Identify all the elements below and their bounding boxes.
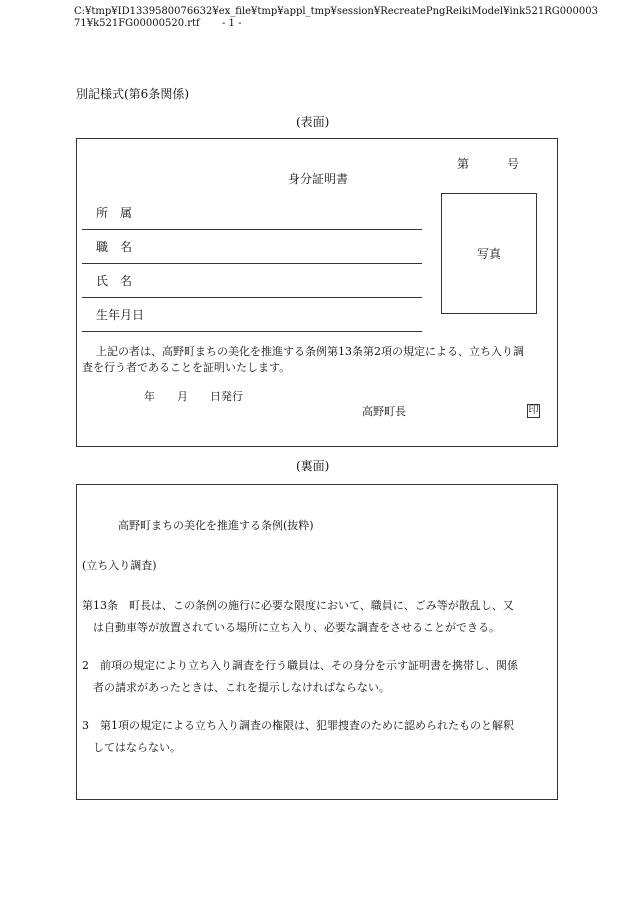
statement-line2: 査を行う者であることを証明いたします。 xyxy=(82,361,291,374)
page-number: - 1 - xyxy=(222,18,242,29)
photo-label: 写真 xyxy=(476,247,501,261)
back-title: 高野町まちの美化を推進する条例(抜粋) xyxy=(118,519,314,532)
para3-line1: 3 第1項の規定による立ち入り調査の権限は、犯罪捜査のために認められたものと解釈 xyxy=(82,719,514,732)
back-heading: (裏面) xyxy=(296,459,330,473)
photo-box xyxy=(441,193,537,314)
field-line-affiliation xyxy=(82,229,422,230)
issue-date: 年 月 日発行 xyxy=(144,390,243,403)
number-label-go: 号 xyxy=(507,157,520,171)
field-line-name xyxy=(82,297,422,298)
para2-line2: 者の請求があったときは、これを提示しなければならない。 xyxy=(93,681,390,694)
file-path-line2: 71¥k521FG00000520.rtf xyxy=(74,18,200,29)
field-label-affiliation: 所 属 xyxy=(96,206,133,220)
article-13-line1: 第13条 町長は、この条例の施行に必要な限度において、職員に、ごみ等が散乱し、又 xyxy=(82,599,514,612)
number-label-dai: 第 xyxy=(457,157,470,171)
para3-line2: してはならない。 xyxy=(93,741,181,754)
field-label-position: 職 名 xyxy=(96,240,133,254)
section-caption: (立ち入り調査) xyxy=(82,559,157,572)
field-label-name: 氏 名 xyxy=(96,274,133,288)
field-label-birthdate: 生年月日 xyxy=(96,308,145,322)
seal-mark: 印 xyxy=(528,405,539,416)
field-line-birthdate xyxy=(82,331,422,332)
card-title: 身分証明書 xyxy=(288,172,349,186)
statement-line1: 上記の者は、高野町まちの美化を推進する条例第13条第2項の規定による、立ち入り調 xyxy=(96,345,524,358)
issuer: 高野町長 xyxy=(362,405,406,418)
article-13-line2: は自動車等が放置されている場所に立ち入り、必要な調査をさせることができる。 xyxy=(93,621,500,634)
para2-line1: 2 前項の規定により立ち入り調査を行う職員は、その身分を示す証明書を携帯し、関係 xyxy=(82,659,518,672)
form-label: 別記様式(第6条関係) xyxy=(76,87,189,101)
front-heading: (表面) xyxy=(296,115,330,129)
field-line-position xyxy=(82,263,422,264)
file-path-line1: C:¥tmp¥ID1339580076632¥ex_file¥tmp¥appl_tmp¥session¥RecreatePngReikiModel¥ink521RG000003 xyxy=(74,6,598,17)
